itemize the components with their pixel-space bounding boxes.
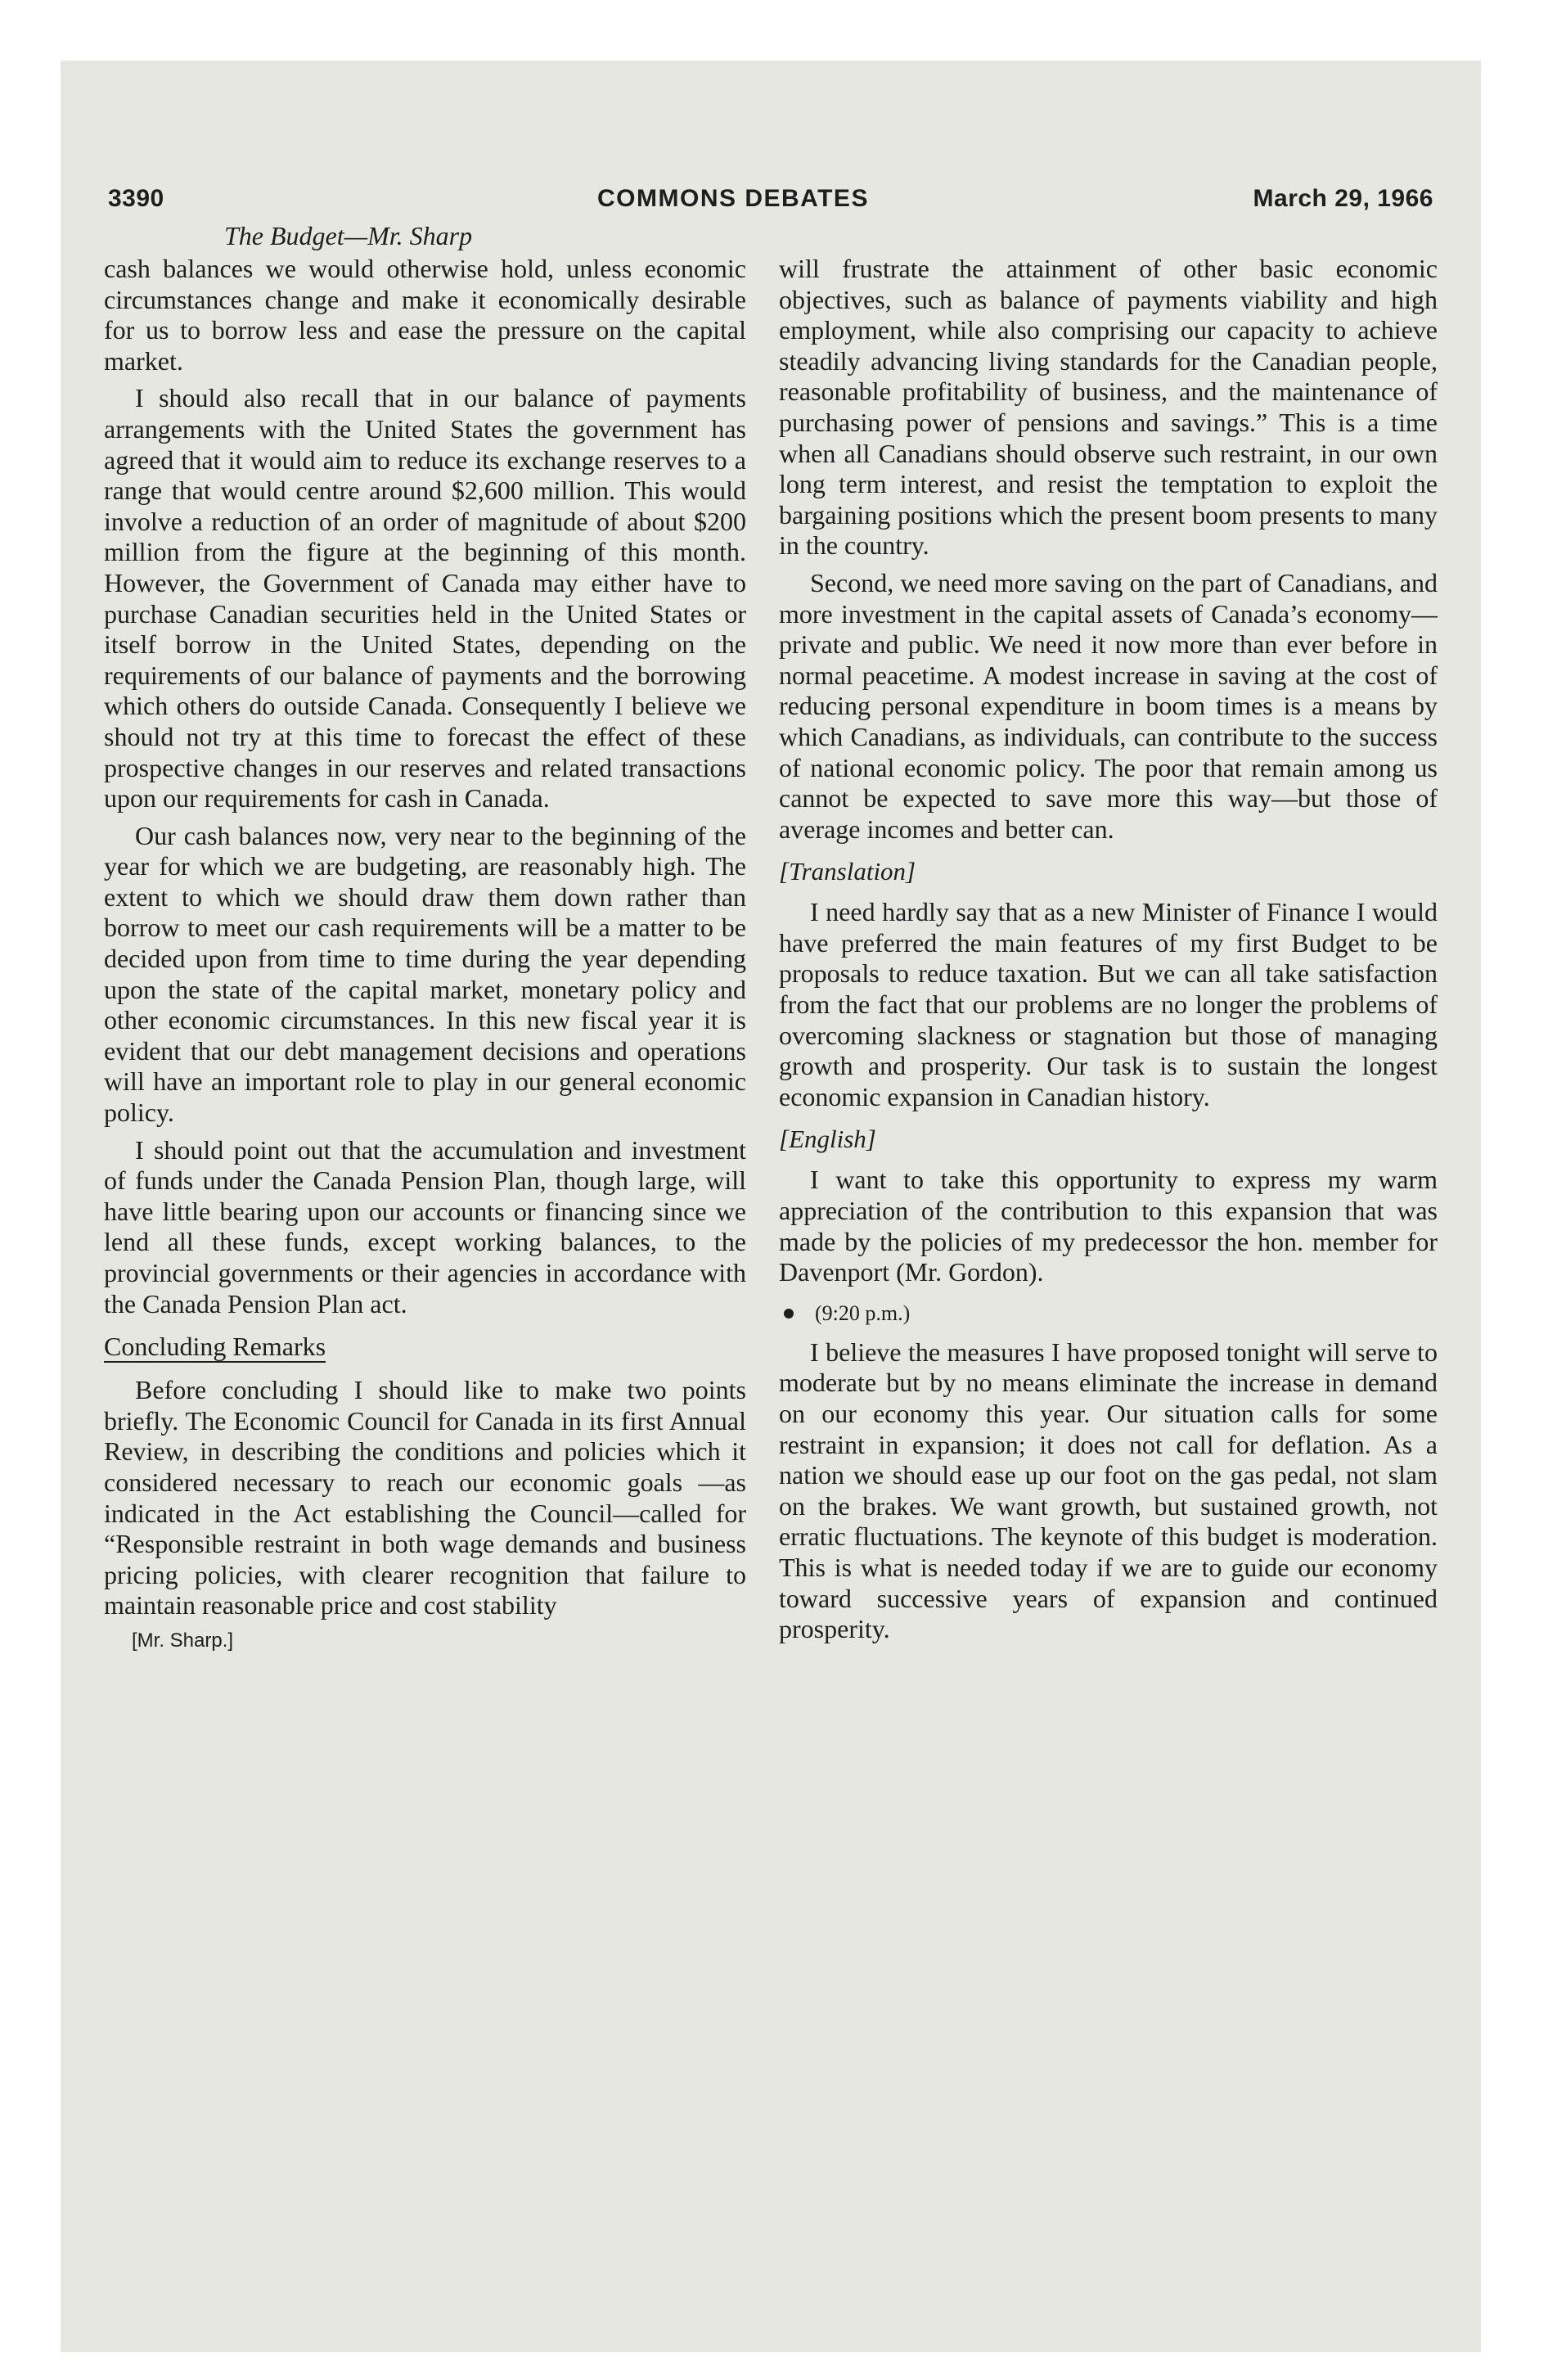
paragraph: Our cash balances now, very near to the beginning of the year for which we are budgeting, are reasonably high. The extent to which we should draw them down rather than borrow to meet our cash requirements will be a matter to be decided upon from time to time during the year depending upon the state of the capital market, monetary policy and other economic circumstances. In this new fiscal year it is evident that our debt management decisions and operations will have an important role to play in our general economic policy. bbox=[104, 820, 746, 1128]
speaker-note: [Mr. Sharp.] bbox=[132, 1629, 234, 1652]
page-date: March 29, 1966 bbox=[1253, 185, 1433, 212]
translation-tag: [Translation] bbox=[779, 857, 916, 886]
paragraph: I should point out that the accumulation and investment of funds under the Canada Pension Plan, though large, will have little bearing upon our accounts or financing since we lend all these funds, except working balances, to the provincial governments or their agencies in accordance with the Canada Pension Plan act. bbox=[104, 1134, 746, 1318]
paragraph: cash balances we would otherwise hold, unless economic circumstances change and make it economically desirable for us to borrow less and ease the pressure on the capital market. bbox=[104, 254, 746, 376]
page-header bbox=[101, 178, 1443, 218]
paragraph: I should also recall that in our balance of payments arrangements with the United States the government has agreed that it would aim to reduce its exchange reserves to a range that would centre around $2,600 million. This would involve a reduction of an order of magnitude of about $200 million from the figure at the beginning of this month. However, the Government of Canada may either have to purchase Canadian securities held in the United States or itself borrow in the United States, depending on the requirements of our balance of payments and the borrowing which others do outside Canada. Consequently I believe we should not try at this time to forecast the effect of these prospective changes in our reserves and related transactions upon our requirements for cash in Canada. bbox=[104, 383, 746, 814]
left-column bbox=[104, 254, 746, 1652]
paragraph: Before concluding I should like to make two points briefly. The Economic Council for Canada in its first Annual Review, in describing the conditions and policies which it considered necessary to reach our economic goals —as indicated in the Act establishing the Council—called for “Responsible restraint in both wage demands and business pricing policies, with clearer recognition that failure to maintain reasonable price and cost stability bbox=[104, 1375, 746, 1620]
paragraph: I believe the measures I have proposed tonight will serve to moderate but by no means eliminate the increase in demand on our economy this year. Our situation calls for some restraint in expansion; it does not call for deflation. As a nation we should ease up our foot on the gas pedal, not slam on the brakes. We want growth, but sustained growth, not erratic fluctuations. The keynote of this budget is moderation. This is what is needed today if we are to guide our economy toward successive years of expansion and continued prosperity. bbox=[779, 1336, 1438, 1644]
section-heading-text: Concluding Remarks bbox=[104, 1332, 326, 1362]
bullet-icon bbox=[784, 1309, 794, 1318]
paragraph: I want to take this opportunity to express my warm appreciation of the contribution to this expansion that was made by the policies of my predecessor the hon. member for Davenport (Mr. Gordon). bbox=[779, 1165, 1438, 1287]
running-title: The Budget—Mr. Sharp bbox=[224, 221, 473, 250]
paragraph: will frustrate the attainment of other basic economic objectives, such as balance of payments viability and high employment, while also comprising our capacity to achieve steadily advancing living standards for the Canadian people, reasonable profitability of business, and the maintenance of purchasing power of pensions and savings.” This is a time when all Canadians should observe such restraint, in our own long term interest, and resist the temptation to exploit the bargaining positions which the present boom presents to many in the country. bbox=[779, 254, 1438, 561]
time-stamp bbox=[779, 1300, 1438, 1327]
english-tag: [English] bbox=[779, 1125, 876, 1154]
paragraph: Second, we need more saving on the part of Canadians, and more investment in the capital assets of Canada’s economy—private and public. We need it now more than ever before in normal peacetime. A modest increase in saving at the cost of reducing personal expenditure in boom times is a means by which Canadians, as individuals, can contribute to the success of national economic policy. The poor that remain among us cannot be expected to save more this way—but those of average incomes and better can. bbox=[779, 567, 1438, 844]
page-number: 3390 bbox=[108, 185, 164, 212]
document-page bbox=[101, 178, 1443, 2184]
right-column bbox=[779, 254, 1438, 1652]
paragraph: I need hardly say that as a new Minister of Finance I would have preferred the main features of my first Budget to be proposals to reduce taxation. But we can all take satisfaction from the fact that our problems are no longer the problems of overcoming slackness or stagnation but those of managing growth and prosperity. Our task is to sustain the longest economic expansion in Canadian history. bbox=[779, 897, 1438, 1111]
publication-title: COMMONS DEBATES bbox=[597, 185, 869, 212]
section-heading bbox=[104, 1331, 746, 1362]
time-stamp-text: (9:20 p.m.) bbox=[815, 1300, 911, 1325]
